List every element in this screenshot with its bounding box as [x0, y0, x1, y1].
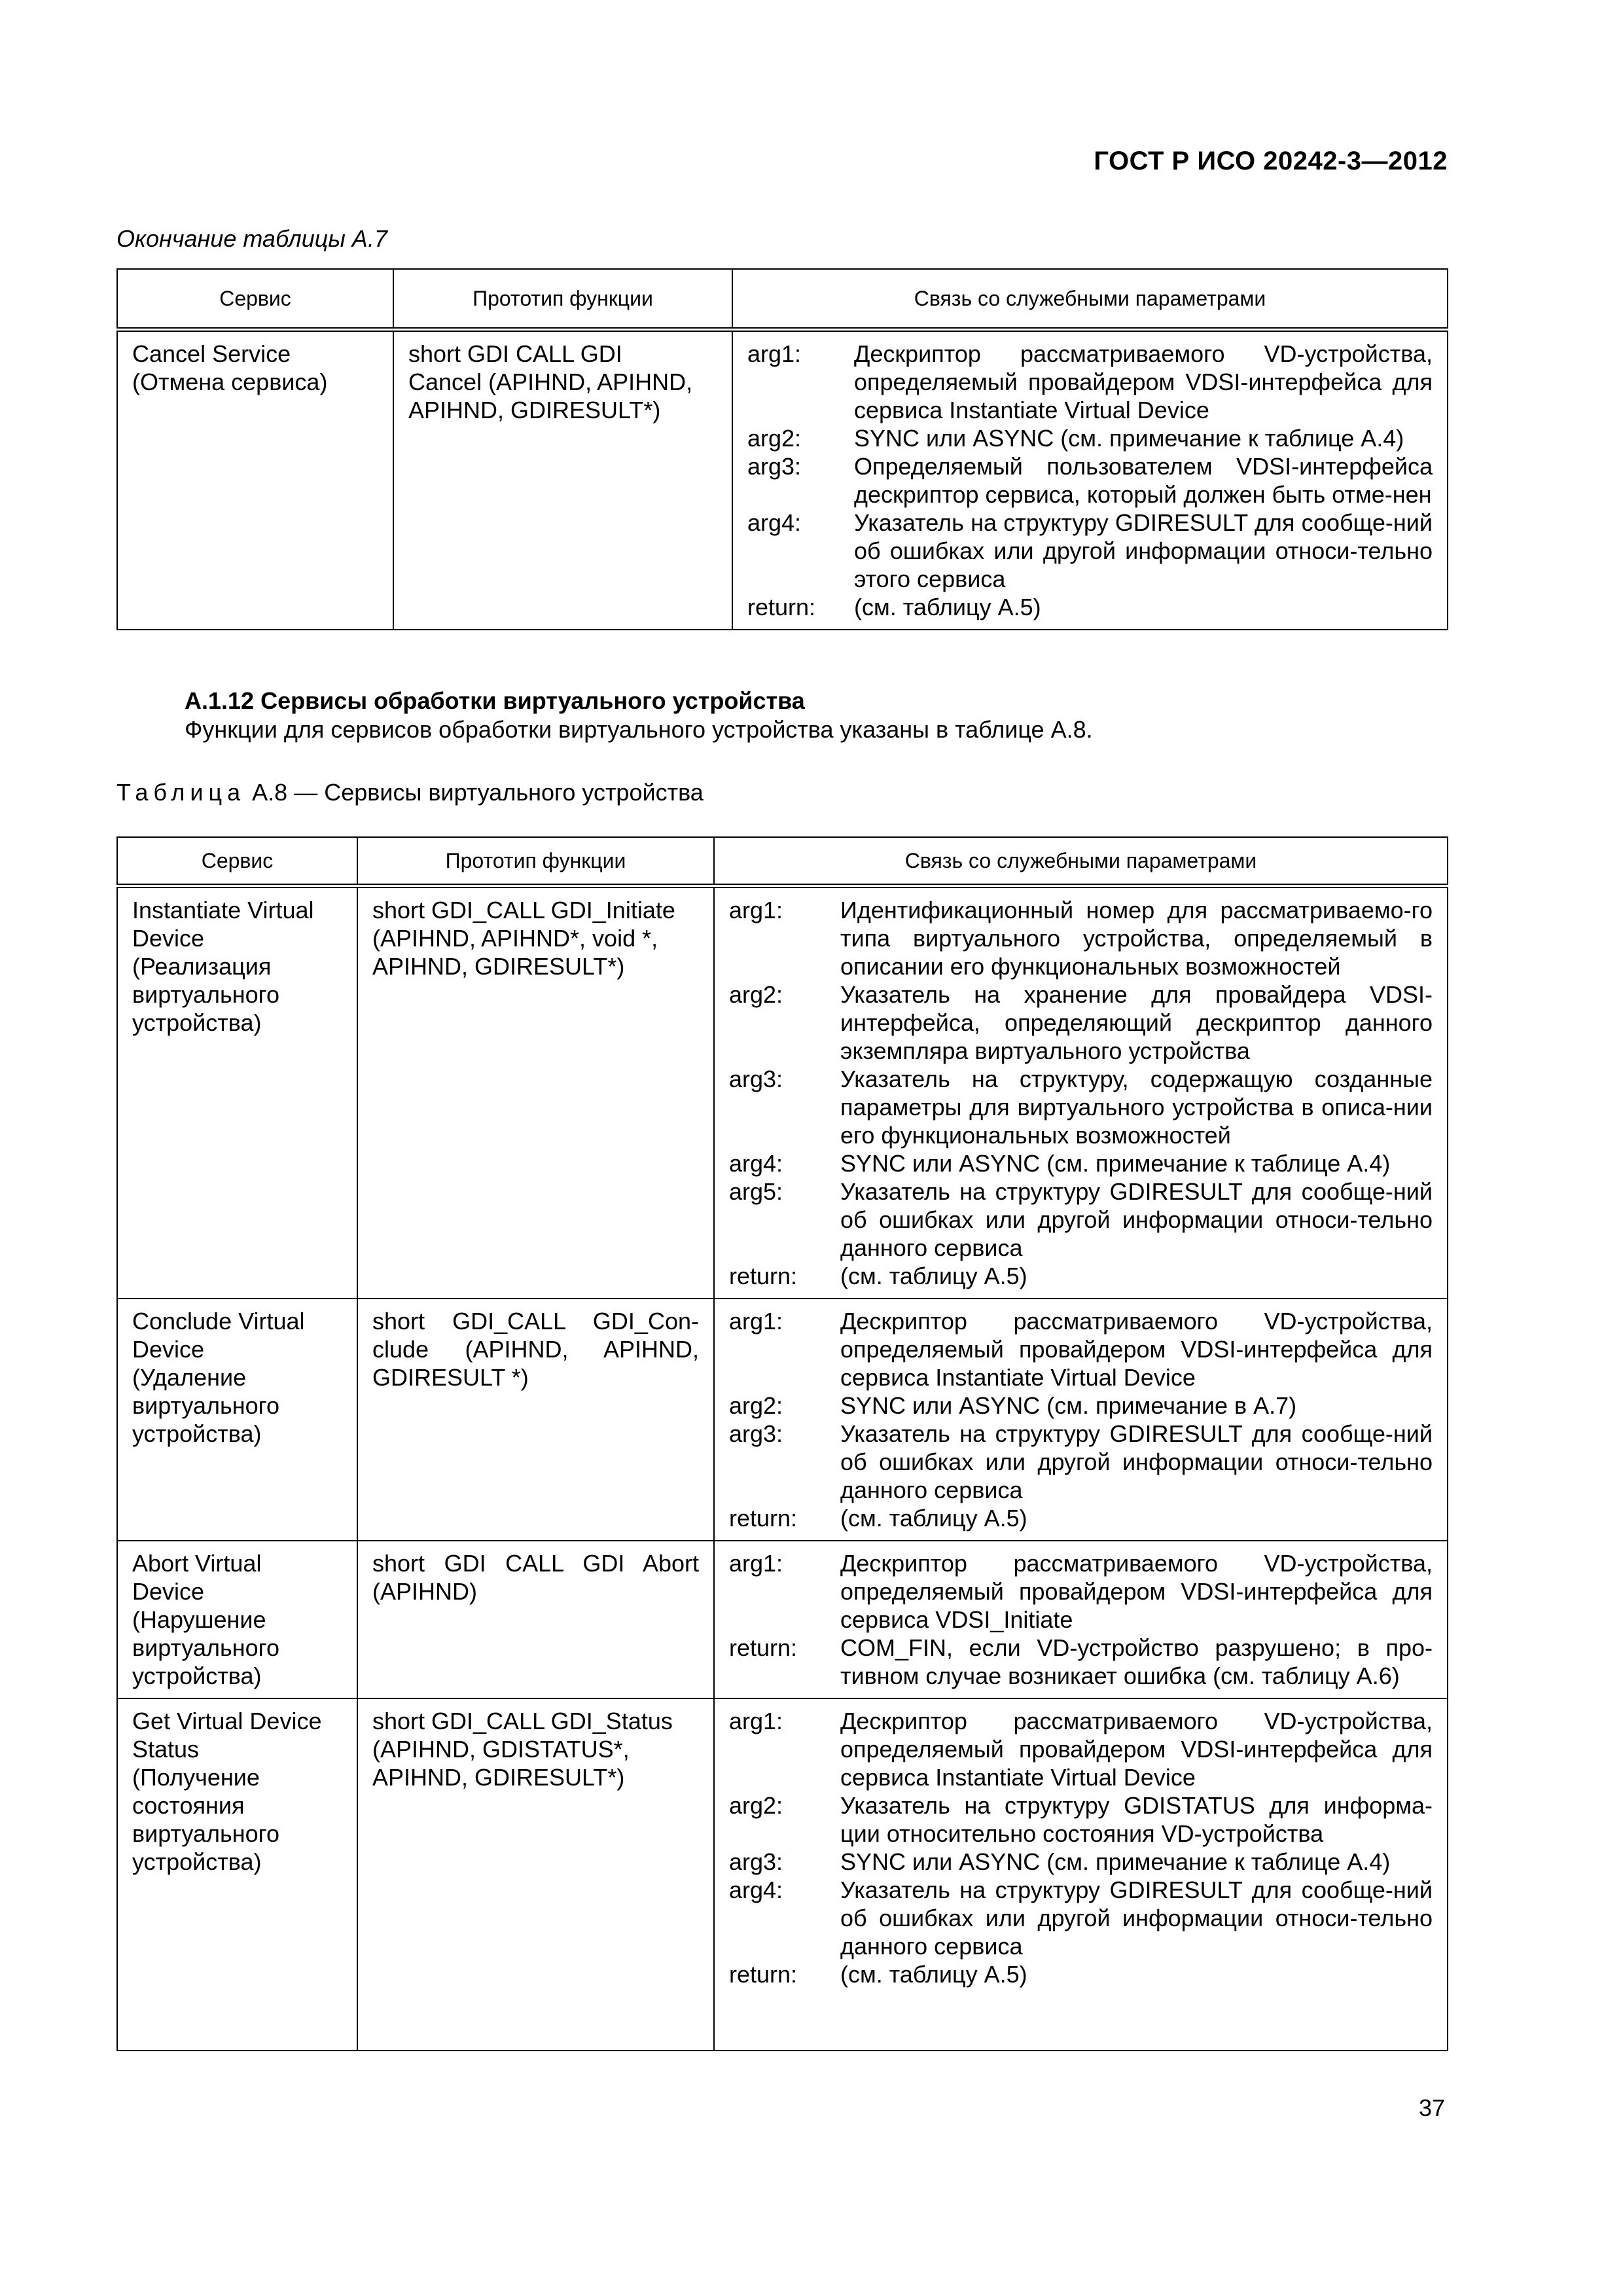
- param-key: return:: [729, 1634, 798, 1661]
- table-row: [117, 1698, 1448, 2051]
- param-key: arg3:: [729, 1420, 783, 1447]
- service-line: виртуального: [132, 1634, 279, 1661]
- param-value: Указатель на структуру GDISTATUS для информа-ции относительно состояния VD-устройства: [840, 1792, 1433, 1847]
- params-cell: [714, 1299, 1448, 1541]
- service-line: (Отмена сервиса): [132, 368, 328, 395]
- param-value: (см. таблицу А.5): [840, 1263, 1027, 1289]
- column-header-service: Сервис: [117, 269, 393, 330]
- service-line: Device: [132, 1336, 205, 1363]
- param-key: return:: [747, 594, 816, 620]
- table-row: [117, 1299, 1448, 1541]
- param-value: Дескриптор рассматриваемого VD-устройства, определяемый провайдером VDSI-интерфейса для сервиса Instantiate Virtual Device: [854, 340, 1433, 423]
- param-key: arg2:: [747, 425, 802, 452]
- param-key: arg4:: [747, 509, 802, 536]
- column-header-params: Связь со служебными параметрами: [714, 837, 1448, 886]
- param-key: arg1:: [729, 897, 783, 924]
- service-line: устройства): [132, 1420, 262, 1447]
- column-header-prototype: Прототип функции: [357, 837, 714, 886]
- service-line: виртуального: [132, 981, 279, 1008]
- prototype-line: short GDI_CALL GDI_Initiate: [372, 897, 675, 924]
- table-a8-caption: [116, 779, 704, 806]
- param-value: (см. таблицу А.5): [840, 1505, 1027, 1532]
- param-item: [729, 1177, 1433, 1262]
- param-value: Указатель на структуру GDIRESULT для сообще-ний об ошибках или другой информации относи-тельно данного сервиса: [840, 1876, 1433, 1960]
- param-item: [729, 980, 1433, 1065]
- service-line: (Удаление: [132, 1364, 247, 1391]
- param-key: arg3:: [747, 453, 802, 480]
- param-item: [729, 1876, 1433, 1960]
- column-header-service: Сервис: [117, 837, 357, 886]
- param-item: [729, 1848, 1433, 1876]
- param-item: [729, 1960, 1433, 1988]
- param-key: arg4:: [729, 1876, 783, 1903]
- param-item: [747, 340, 1433, 424]
- param-item: [729, 1391, 1433, 1420]
- param-key: arg3:: [729, 1066, 783, 1092]
- page-number: 37: [1418, 2094, 1445, 2121]
- param-item: [729, 1634, 1433, 1690]
- service-line: виртуального: [132, 1820, 279, 1847]
- param-key: arg1:: [729, 1708, 783, 1734]
- param-key: arg4:: [729, 1150, 783, 1177]
- param-item: [729, 896, 1433, 980]
- param-value: COM_FIN, если VD-устройство разрушено; в про-тивном случае возникает ошибка (см. таблицу А.6): [840, 1634, 1433, 1689]
- table-row: [117, 1541, 1448, 1698]
- param-item: [747, 509, 1433, 593]
- prototype-line: (APIHND, GDISTATUS*,: [372, 1736, 630, 1763]
- table-row: [117, 330, 1448, 630]
- param-item: [747, 593, 1433, 621]
- service-line: Instantiate Virtual: [132, 897, 314, 924]
- service-line: (Получение: [132, 1764, 260, 1791]
- param-value: (см. таблицу А.5): [840, 1961, 1027, 1988]
- prototype-cell: [357, 1299, 714, 1541]
- params-cell: [714, 1541, 1448, 1698]
- service-line: Device: [132, 925, 205, 952]
- service-line: состояния: [132, 1792, 245, 1819]
- param-key: arg5:: [729, 1178, 783, 1205]
- table-a7-caption: Окончание таблицы А.7: [116, 225, 387, 252]
- param-key: arg1:: [729, 1550, 783, 1577]
- param-value: Дескриптор рассматриваемого VD-устройства, определяемый провайдером VDSI-интерфейса для сервиса VDSI_Initiate: [840, 1550, 1433, 1633]
- param-item: [729, 1549, 1433, 1634]
- param-value: (см. таблицу А.5): [854, 594, 1041, 620]
- prototype-line: (APIHND, APIHND*, void *,: [372, 925, 658, 952]
- params-cell: [714, 886, 1448, 1299]
- prototype-text: short GDI CALL GDI Abort (APIHND): [372, 1550, 699, 1605]
- param-value: Указатель на структуру, содержащую созданные параметры для виртуального устройства в описа-нии его функциональных возможностей: [840, 1066, 1433, 1149]
- param-value: SYNC или ASYNC (см. примечание к таблице А.4): [840, 1848, 1391, 1875]
- service-line: Get Virtual Device: [132, 1708, 322, 1734]
- document-header-id: ГОСТ Р ИСО 20242-3—2012: [1094, 147, 1448, 175]
- service-line: (Нарушение: [132, 1606, 266, 1633]
- prototype-cell: [357, 886, 714, 1299]
- param-value: SYNC или ASYNC (см. примечание к таблице А.4): [840, 1150, 1391, 1177]
- param-value: Идентификационный номер для рассматриваемо-го типа виртуального устройства, определяемый в описании его функциональных возможностей: [840, 897, 1433, 980]
- param-value: SYNC или ASYNC (см. примечание в А.7): [840, 1392, 1297, 1419]
- prototype-cell: [357, 1698, 714, 2051]
- param-value: SYNC или ASYNC (см. примечание к таблице А.4): [854, 425, 1404, 452]
- param-value: Указатель на структуру GDIRESULT для сообще-ний об ошибках или другой информации относи-тельно этого сервиса: [854, 509, 1433, 592]
- table-caption-label: Таблица: [116, 779, 246, 806]
- param-item: [729, 1791, 1433, 1848]
- param-key: return:: [729, 1263, 798, 1289]
- section-text: Функции для сервисов обработки виртуального устройства указаны в таблице А.8.: [185, 716, 1093, 743]
- prototype-text: short GDI_CALL GDI_Con-clude (APIHND, APIHND, GDIRESULT *): [372, 1308, 699, 1391]
- table-caption-text: А.8 — Сервисы виртуального устройства: [245, 779, 704, 806]
- param-key: arg1:: [729, 1308, 783, 1335]
- param-key: arg3:: [729, 1848, 783, 1875]
- param-value: Указатель на структуру GDIRESULT для сообще-ний об ошибках или другой информации относи-тельно данного сервиса: [840, 1420, 1433, 1503]
- service-line: устройства): [132, 1009, 262, 1036]
- param-item: [729, 1707, 1433, 1791]
- service-line: устройства): [132, 1848, 262, 1875]
- service-line: Conclude Virtual: [132, 1308, 305, 1335]
- service-line: Device: [132, 1578, 205, 1605]
- param-item: [747, 424, 1433, 452]
- column-header-prototype: Прототип функции: [393, 269, 732, 330]
- prototype-cell: [357, 1541, 714, 1698]
- service-cell: [117, 1698, 357, 2051]
- param-value: Указатель на структуру GDIRESULT для сообще-ний об ошибках или другой информации относи-тельно данного сервиса: [840, 1178, 1433, 1261]
- param-key: arg2:: [729, 981, 783, 1008]
- prototype-line: APIHND, GDIRESULT*): [372, 953, 625, 980]
- table-row: [117, 886, 1448, 1299]
- param-key: return:: [729, 1961, 798, 1988]
- param-value: Определяемый пользователем VDSI-интерфейса дескриптор сервиса, который должен быть отме-нен: [854, 453, 1433, 508]
- section-title: А.1.12 Сервисы обработки виртуального устройства: [185, 687, 805, 714]
- param-item: [729, 1420, 1433, 1504]
- column-header-params: Связь со служебными параметрами: [732, 269, 1448, 330]
- param-key: arg2:: [729, 1792, 783, 1819]
- service-line: Cancel Service: [132, 340, 291, 367]
- param-item: [729, 1262, 1433, 1290]
- prototype-line: short GDI CALL GDI: [408, 340, 622, 367]
- param-value: Дескриптор рассматриваемого VD-устройства, определяемый провайдером VDSI-интерфейса для сервиса Instantiate Virtual Device: [840, 1708, 1433, 1791]
- param-item: [729, 1149, 1433, 1177]
- param-value: Указатель на хранение для провайдера VDSI-интерфейса, определяющий дескриптор данного экземпляра виртуального устройства: [840, 981, 1433, 1064]
- param-value: Дескриптор рассматриваемого VD-устройства, определяемый провайдером VDSI-интерфейса для сервиса Instantiate Virtual Device: [840, 1308, 1433, 1391]
- service-line: (Реализация: [132, 953, 272, 980]
- service-line: устройства): [132, 1662, 262, 1689]
- param-item: [747, 452, 1433, 509]
- param-key: return:: [729, 1505, 798, 1532]
- service-cell: [117, 1541, 357, 1698]
- params-cell: [732, 330, 1448, 630]
- prototype-line: Cancel (APIHND, APIHND,: [408, 368, 693, 395]
- table-a8: [116, 836, 1448, 2051]
- service-line: виртуального: [132, 1392, 279, 1419]
- table-a7: [116, 268, 1448, 630]
- prototype-line: APIHND, GDIRESULT*): [372, 1764, 625, 1791]
- service-cell: [117, 330, 393, 630]
- param-key: arg2:: [729, 1392, 783, 1419]
- prototype-cell: [393, 330, 732, 630]
- param-item: [729, 1307, 1433, 1391]
- prototype-line: short GDI_CALL GDI_Status: [372, 1708, 673, 1734]
- param-key: arg1:: [747, 340, 802, 367]
- service-line: Status: [132, 1736, 200, 1763]
- params-cell: [714, 1698, 1448, 2051]
- prototype-line: APIHND, GDIRESULT*): [408, 397, 661, 423]
- param-item: [729, 1065, 1433, 1149]
- param-item: [729, 1504, 1433, 1532]
- service-cell: [117, 886, 357, 1299]
- service-cell: [117, 1299, 357, 1541]
- service-line: Abort Virtual: [132, 1550, 262, 1577]
